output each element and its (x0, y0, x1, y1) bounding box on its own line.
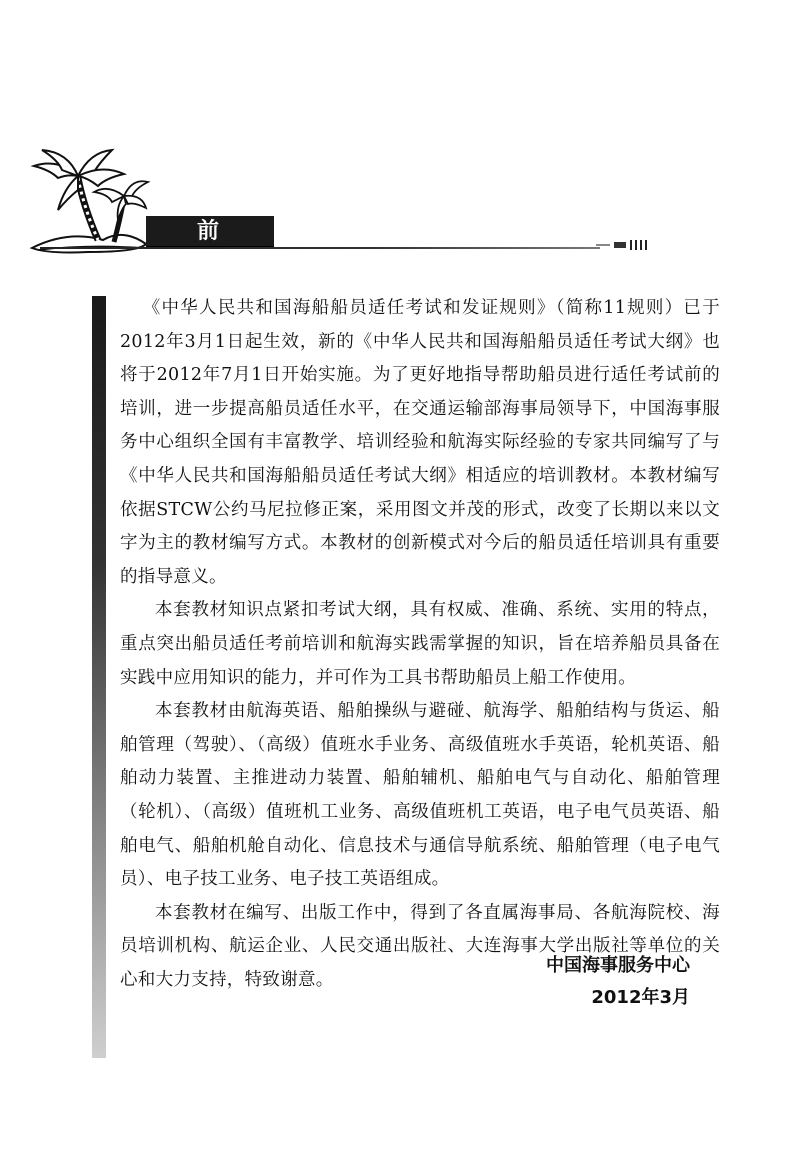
section-title-box (146, 216, 274, 276)
paragraph: 本套教材在编写、出版工作中，得到了各直属海事局、各航海院校、海员培训机构、航运企业、人民交通出版社、大连海事大学出版社等单位的关心和大力支持，特致谢意。 (120, 902, 720, 990)
preface-body (120, 292, 720, 997)
island-icon (32, 235, 146, 253)
signature-date: 2012年3月 (591, 987, 690, 1008)
divider-end-ornament (596, 238, 656, 252)
page-title: 前 言 (196, 219, 245, 276)
signature-block (546, 950, 690, 1014)
paragraph: 《中华人民共和国海船船员适任考试和发证规则》（简称11规则）已于2012年3月1日起生效，新的《中华人民共和国海船船员适任考试大纲》也将于2012年7月1日开始实施。为了更好地指导帮助船员进行适任考试前的培训，进一步提高船员适任水平，在交通运输部海事局领导下，中国海事服务中心组织全国有丰富教学、培训经验和航海实际经验的专家共同编写了与《中华人民共和国海船船员适任考试大纲》相适应的培训教材。本教材编写依据STCW公约马尼拉修正案，采用图文并茂的形式，改变了长期以来以文字为主的教材编写方式。本教材的创新模式对今后的船员适任培训具有重要的指导意义。 (120, 298, 720, 587)
signature-org: 中国海事服务中心 (546, 955, 690, 976)
left-gradient-bar (92, 296, 106, 1058)
paragraph: 本套教材知识点紧扣考试大纲，具有权威、准确、系统、实用的特点，重点突出船员适任考前培训和航海实践需掌握的知识，旨在培养船员具备在实践中应用知识的能力，并可作为工具书帮助船员上船工作使用。 (120, 600, 720, 688)
paragraph: 本套教材由航海英语、船舶操纵与避碰、航海学、船舶结构与货运、船舶管理（驾驶）、（高级）值班水手业务、高级值班水手英语，轮机英语、船舶动力装置、主推进动力装置、船舶辅机、船舶电气与自动化、船舶管理（轮机）、（高级）值班机工业务、高级值班机工英语，电子电气员英语、船舶电气、船舶机舱自动化、信息技术与通信导航系统、船舶管理（电子电气员）、电子技工业务、电子技工英语组成。 (120, 701, 720, 890)
palm-tree-icon-small (94, 181, 148, 242)
header-divider (40, 247, 600, 249)
